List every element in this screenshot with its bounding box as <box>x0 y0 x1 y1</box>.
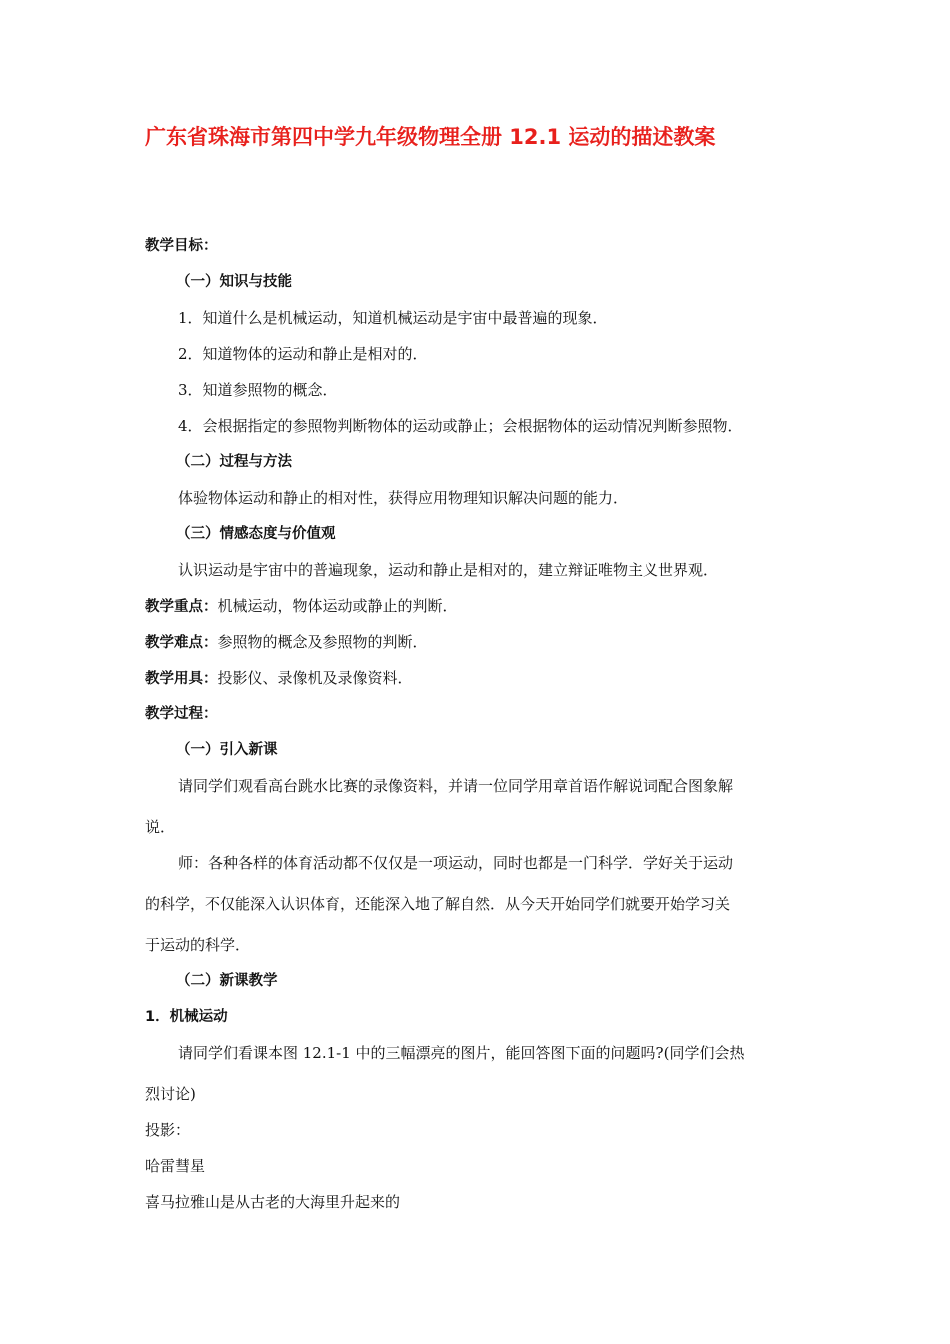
difficulty-label: 教学难点： <box>145 635 218 651</box>
difficulty-line <box>145 632 428 653</box>
objective-item: 1．知道什么是机械运动，知道机械运动是宇宙中最普遍的现象． <box>178 309 608 327</box>
difficulty-text: 参照物的概念及参照物的判断． <box>217 633 428 651</box>
paragraph-line: 请同学们看课本图 12.1-1 中的三幅漂亮的图片，能回答图下面的问题吗?(同学们会热 <box>178 1044 745 1062</box>
projection-item: 哈雷彗星 <box>145 1157 206 1175</box>
key-point-text: 机械运动，物体运动或静止的判断． <box>217 597 458 615</box>
objective-item: 2．知道物体的运动和静止是相对的． <box>178 345 428 363</box>
section-text: 认识运动是宇宙中的普遍现象，运动和静止是相对的，建立辩证唯物主义世界观． <box>178 561 719 579</box>
objectives-heading: 教学目标： <box>145 238 218 254</box>
paragraph-line: 于运动的科学． <box>145 936 251 954</box>
mechanical-motion-heading: 1．机械运动 <box>145 1009 228 1025</box>
tools-text: 投影仪、录像机及录像资料． <box>217 669 413 687</box>
tools-line <box>145 668 413 689</box>
objective-item: 4．会根据指定的参照物判断物体的运动或静止；会根据物体的运动情况判断参照物． <box>178 417 743 435</box>
paragraph-line: 请同学们观看高台跳水比赛的录像资料，并请一位同学用章首语作解说词配合图象解 <box>178 777 734 795</box>
document-title: 广东省珠海市第四中学九年级物理全册 12.1 运动的描述教案 <box>145 125 716 149</box>
intro-heading: （一）引入新课 <box>176 742 278 758</box>
section-heading-process: （二）过程与方法 <box>176 454 292 470</box>
key-point-label: 教学重点： <box>145 599 218 615</box>
section-heading-attitude: （三）情感态度与价值观 <box>176 526 336 542</box>
paragraph-line: 师：各种各样的体育活动都不仅仅是一项运动，同时也都是一门科学．学好关于运动 <box>178 854 734 872</box>
paragraph-line: 说． <box>145 818 176 836</box>
tools-label: 教学用具： <box>145 671 218 687</box>
objective-item: 3．知道参照物的概念． <box>178 381 338 399</box>
projection-label: 投影： <box>145 1121 191 1139</box>
key-point-line <box>145 596 458 617</box>
projection-item: 喜马拉雅山是从古老的大海里升起来的 <box>145 1193 401 1211</box>
paragraph-line: 烈讨论) <box>145 1085 196 1103</box>
new-lesson-heading: （二）新课教学 <box>176 973 278 989</box>
section-text: 体验物体运动和静止的相对性，获得应用物理知识解决问题的能力． <box>178 489 629 507</box>
paragraph-line: 的科学，不仅能深入认识体育，还能深入地了解自然．从今天开始同学们就要开始学习关 <box>145 895 731 913</box>
process-heading: 教学过程： <box>145 706 218 722</box>
section-heading-knowledge: （一）知识与技能 <box>176 274 292 290</box>
